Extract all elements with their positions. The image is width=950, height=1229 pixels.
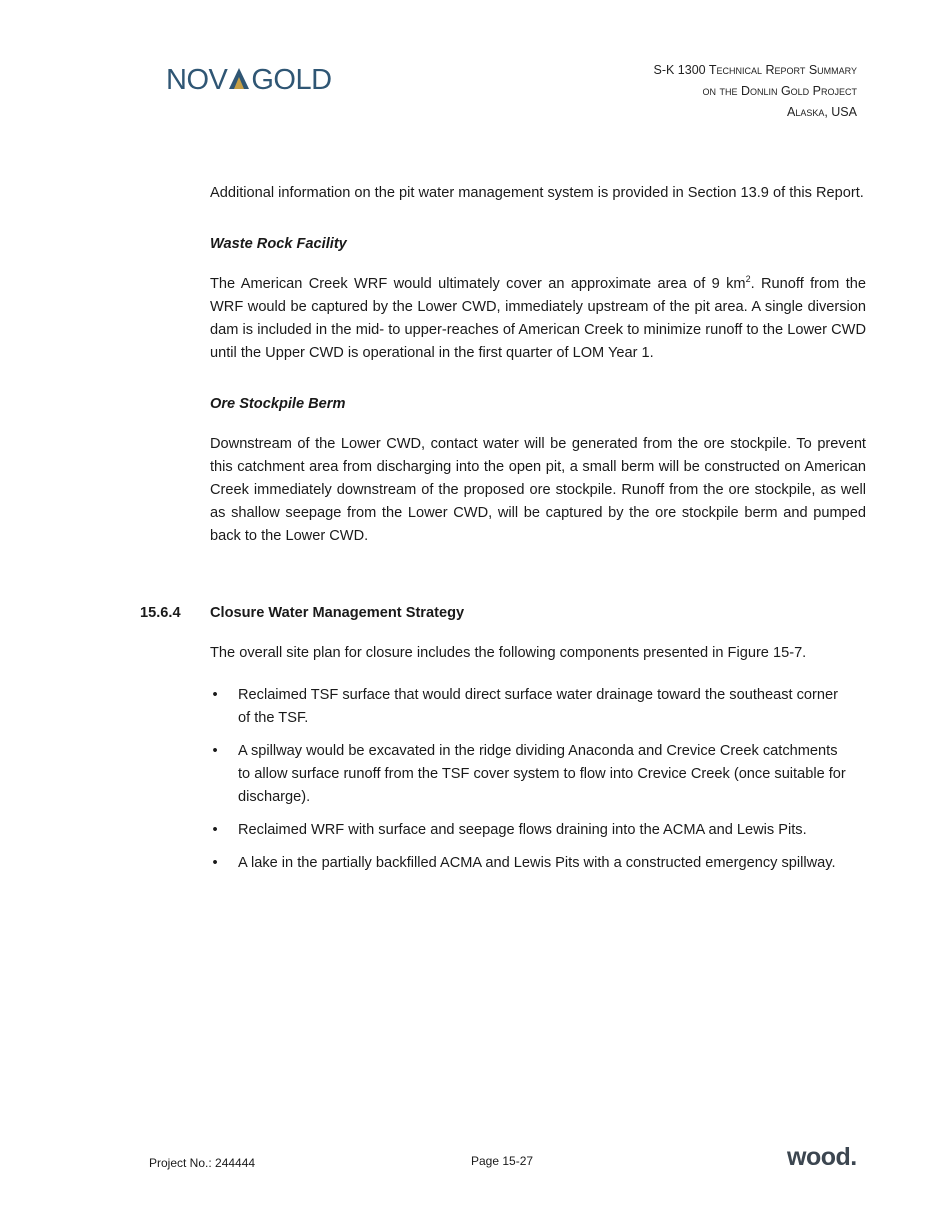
- list-item-text: A spillway would be excavated in the ridge dividing Anaconda and Crevice Creek catchments to allow surface runoff from the TSF cover system to flow into Crevice Creek (once suitable for discharge).: [238, 743, 846, 805]
- wood-logo: wood.: [787, 1143, 857, 1171]
- bullet-icon: •: [212, 822, 218, 838]
- body-content: [210, 182, 866, 575]
- section-intro: The overall site plan for closure includes the following components presented in Figure 15-7.: [210, 645, 807, 661]
- header-line-3: Alaska, USA: [786, 105, 857, 119]
- closure-components-list: [210, 684, 850, 885]
- novagold-logo: [166, 63, 332, 97]
- header-line-2: on the Donlin Gold Project: [702, 84, 857, 98]
- wrf-heading: Waste Rock Facility: [210, 236, 347, 252]
- section-number: 15.6.4: [140, 605, 181, 621]
- list-item: [210, 740, 850, 809]
- logo-text-right: GOLD: [251, 64, 332, 96]
- berm-heading: Ore Stockpile Berm: [210, 396, 346, 412]
- logo-text-left: NOV: [166, 64, 228, 96]
- logo-a-triangle-icon: [228, 66, 250, 90]
- page-number: Page 15-27: [471, 1154, 534, 1168]
- project-number: Project No.: 244444: [149, 1156, 256, 1170]
- bullet-icon: •: [212, 743, 218, 759]
- wrf-paragraph: [210, 273, 866, 365]
- list-item: [210, 852, 850, 875]
- report-header: [654, 60, 858, 123]
- pit-water-paragraph: Additional information on the pit water management system is provided in Section 13.9 of this Report.: [210, 185, 864, 201]
- section-heading: [140, 602, 464, 625]
- list-item-text: Reclaimed WRF with surface and seepage flows draining into the ACMA and Lewis Pits.: [238, 822, 807, 838]
- header-line-1: S-K 1300 Technical Report Summary: [653, 63, 857, 77]
- list-item-text: Reclaimed TSF surface that would direct surface water drainage toward the southeast corner of the TSF.: [238, 687, 838, 726]
- list-item-text: A lake in the partially backfilled ACMA and Lewis Pits with a constructed emergency spillway.: [238, 855, 836, 871]
- bullet-icon: •: [212, 855, 218, 871]
- list-item: [210, 819, 850, 842]
- bullet-icon: •: [212, 687, 218, 703]
- wrf-text-b: . Runoff from the WRF would be captured by the Lower CWD, immediately upstream of the pit area. A single diversion dam is included in the mid- to upper-reaches of American Creek to minimize runoff to the Lower CWD until the Upper CWD is operational in the first quarter of LOM Year 1.: [210, 276, 866, 361]
- berm-paragraph: Downstream of the Lower CWD, contact water will be generated from the ore stockpile. To prevent this catchment area from discharging into the open pit, a small berm will be constructed on American Creek immediately downstream of the proposed ore stockpile. Runoff from the ore stockpile, as well as shallow seepage from the Lower CWD, will be captured by the ore stockpile berm and pumped back to the Lower CWD.: [210, 436, 866, 544]
- section-title: Closure Water Management Strategy: [210, 605, 465, 621]
- list-item: [210, 684, 850, 730]
- wrf-superscript: 2: [745, 274, 751, 285]
- wrf-text-a: The American Creek WRF would ultimately cover an approximate area of 9 km: [210, 276, 746, 292]
